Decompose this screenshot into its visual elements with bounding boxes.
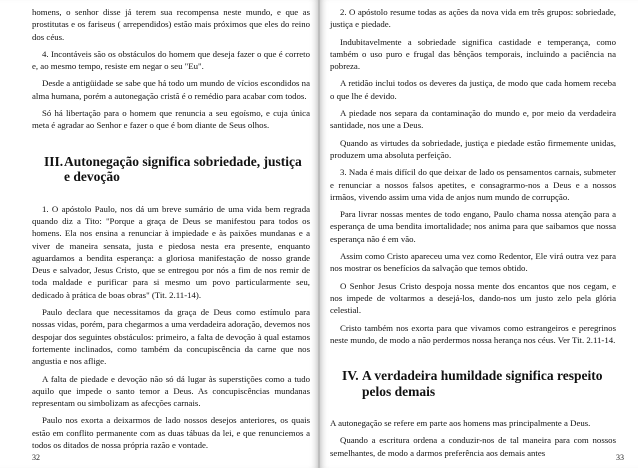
paragraph: Assim como Cristo apareceu uma vez como Redentor, Ele virá outra vez para nos mostrar os benefícios da salvação que temos obtido. — [330, 251, 616, 274]
page-number: 32 — [32, 453, 40, 462]
paragraph: Desde a antigüidade se sabe que há todo um mundo de vícios escondidos na alma humana, porém a autonegação cristã é o remédio para acabar com todos. — [32, 78, 310, 101]
right-page-content — [330, 6, 616, 458]
paragraph: Para livrar nossas mentes de todo engano, Paulo chama nossa atenção para a esperança de uma bendita imortalidade; nos anima para que saibamos que nossa esperança não é em vão. — [330, 209, 616, 244]
paragraph: 1. O apóstolo Paulo, nos dá um breve sumário de uma vida bem regrada quando diz a Tito: "Porque a graça de Deus se manifestou para todos os homens. Ela nos ensina a renunciar à impiedade e às paixões mundanas e a viver de maneira sensata, justa e piedosa nesta era presente, enquanto aguardamos a bendita esperança: a gloriosa manifestação de nosso grande Deus e salvador, Jesus Cristo, que se entregou por nós a fim de nos remir de toda maldade e purificar para si mesmo um povo particularmente seu, dedicado à prática de boas obras" (Tit. 2.11-14). — [32, 203, 310, 300]
paragraph: Paulo nos exorta a deixarmos de lado nossos desejos anteriores, os quais estão em conflito permanente com as duas tábuas da lei, e que renunciemos a todos os ditados de nossa própria razão e vontade. — [32, 415, 310, 451]
paragraph: A retidão inclui todos os deveres da justiça, de modo que cada homem receba o que lhe é devido. — [330, 78, 616, 101]
left-page-content — [32, 6, 310, 450]
section-title: Autonegação significa sobriedade, justiça e devoção — [64, 153, 302, 185]
paragraph: A falta de piedade e devoção não só dá lugar às superstições como a tudo aquilo que impede o santo temor a Deus. As concupiscências mundanas representam ou simbolizam as afecções carnais. — [32, 373, 310, 409]
paragraph: 4. Incontáveis são os obstáculos do homem que deseja fazer o que é correto e, ao mesmo tempo, resiste em negar o seu "Eu". — [32, 48, 310, 72]
right-page — [320, 0, 638, 468]
paragraph: Quando a escritura ordena a conduzir-nos de tal maneira para com nossos semelhantes, de modo a darmos preferência aos demais antes — [330, 435, 616, 458]
page-number: 33 — [616, 453, 624, 462]
paragraph: Cristo também nos exorta para que vivamos como estrangeiros e peregrinos neste mundo, de modo a não perdermos nossa herança nos céus. Ver Tit. 2.11-14. — [330, 322, 616, 345]
paragraph: Só há libertação para o homem que renuncia a seu egoísmo, e cuja única meta é agradar ao Senhor e fazer o que é bom diante de Seus olhos. — [32, 108, 310, 131]
paragraph: Indubitavelmente a sobriedade significa castidade e temperança, como também o uso puro e frugal das bênçãos temporais, incluindo a paciência na pobreza. — [330, 36, 616, 72]
paragraph: Paulo declara que necessitamos da graça de Deus como estímulo para nossas vidas, porém, para chegarmos a uma verdadeira adoração, devemos nos despojar dos seguintes obstáculos: primeiro, a falta de devoção à qual estamos fortemente inclinados, como também da concupiscência da carne que nos angustia e nos aflige. — [32, 307, 310, 367]
section-number: III. — [44, 153, 64, 169]
paragraph: 2. O apóstolo resume todas as ações da nova vida em três grupos: sobriedade, justiça e piedade. — [330, 7, 616, 30]
left-page — [0, 0, 318, 468]
section-heading — [32, 154, 310, 185]
paragraph: homens, o senhor disse já terem sua recompensa neste mundo, e que as prostitutas e os fariseus ( arrependidos) estão mais próximos que eles do reino dos céus. — [32, 7, 310, 42]
section-number: IV. — [342, 368, 359, 384]
paragraph: A autonegação se refere em parte aos homens mas principalmente a Deus. — [330, 418, 591, 429]
paragraph: A piedade nos separa da contaminação do mundo e, por meio da verdadeira santidade, nos une a Deus. — [330, 108, 616, 131]
paragraph: O Senhor Jesus Cristo despoja nossa mente dos encantos que nos cegam, e nos impede de voltarmos a desejá-los, dando-nos um justo zelo pela glória celestial. — [330, 280, 616, 316]
section-title: A verdadeira humildade significa respeito pelos demais — [362, 368, 603, 399]
paragraph: Quando as virtudes da sobriedade, justiça e piedade estão firmemente unidas, produzem uma absoluta perfeição. — [330, 137, 616, 160]
paragraph: 3. Nada é mais difícil do que deixar de lado os pensamentos carnais, submeter e renunciar a nossos falsos apetites, e consagrarmo-nos a Deus e a nossos irmãos, vivendo assim uma vida de anjos num mundo de corrupção. — [330, 167, 616, 202]
section-heading — [330, 368, 616, 399]
